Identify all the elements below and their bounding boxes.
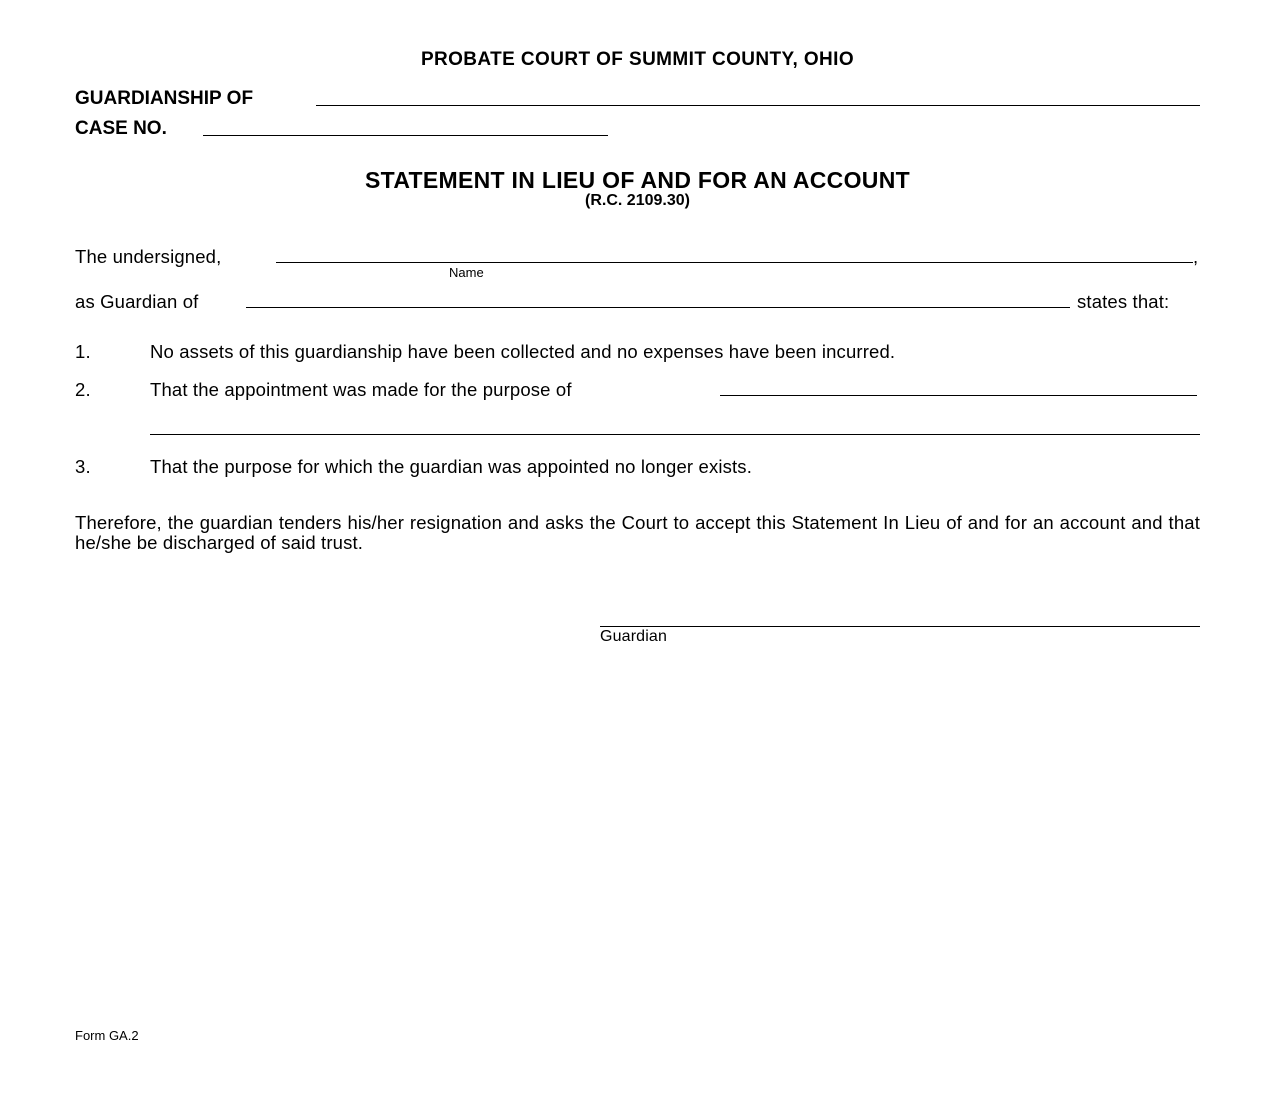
item-2-text: That the appointment was made for the purpose of <box>150 379 572 400</box>
guardian-signature-line[interactable] <box>600 626 1200 627</box>
item-3-text: That the purpose for which the guardian was appointed no longer exists. <box>150 456 752 477</box>
item-2-number: 2. <box>75 379 91 400</box>
purpose-input-line-1[interactable] <box>720 395 1197 396</box>
guardianship-label: GUARDIANSHIP OF <box>75 88 254 109</box>
item-1-text: No assets of this guardianship have been collected and no expenses have been incurred. <box>150 341 896 362</box>
form-id: Form GA.2 <box>75 1028 139 1043</box>
name-comma: , <box>1193 246 1199 267</box>
statute-reference: (R.C. 2109.30) <box>585 192 690 209</box>
guardianship-input-line[interactable] <box>316 105 1200 106</box>
undersigned-label: The undersigned, <box>75 246 222 267</box>
guardian-signature-caption: Guardian <box>600 628 668 645</box>
case-number-input-line[interactable] <box>203 135 608 136</box>
ward-input-line[interactable] <box>246 307 1070 308</box>
states-that-label: states that: <box>1077 291 1170 312</box>
document-title: STATEMENT IN LIEU OF AND FOR AN ACCOUNT <box>365 167 910 193</box>
item-1-number: 1. <box>75 341 91 362</box>
guardian-of-label: as Guardian of <box>75 291 199 312</box>
item-3-number: 3. <box>75 456 91 477</box>
conclusion-paragraph: Therefore, the guardian tenders his/her resignation and asks the Court to accept this Statement In Lieu of and for an account and that he/she be discharged of said trust. <box>75 512 1200 553</box>
name-input-line[interactable] <box>276 262 1193 263</box>
purpose-input-line-2[interactable] <box>150 434 1200 435</box>
case-number-label: CASE NO. <box>75 118 167 139</box>
court-name: PROBATE COURT OF SUMMIT COUNTY, OHIO <box>420 49 855 70</box>
name-caption: Name <box>449 265 484 280</box>
